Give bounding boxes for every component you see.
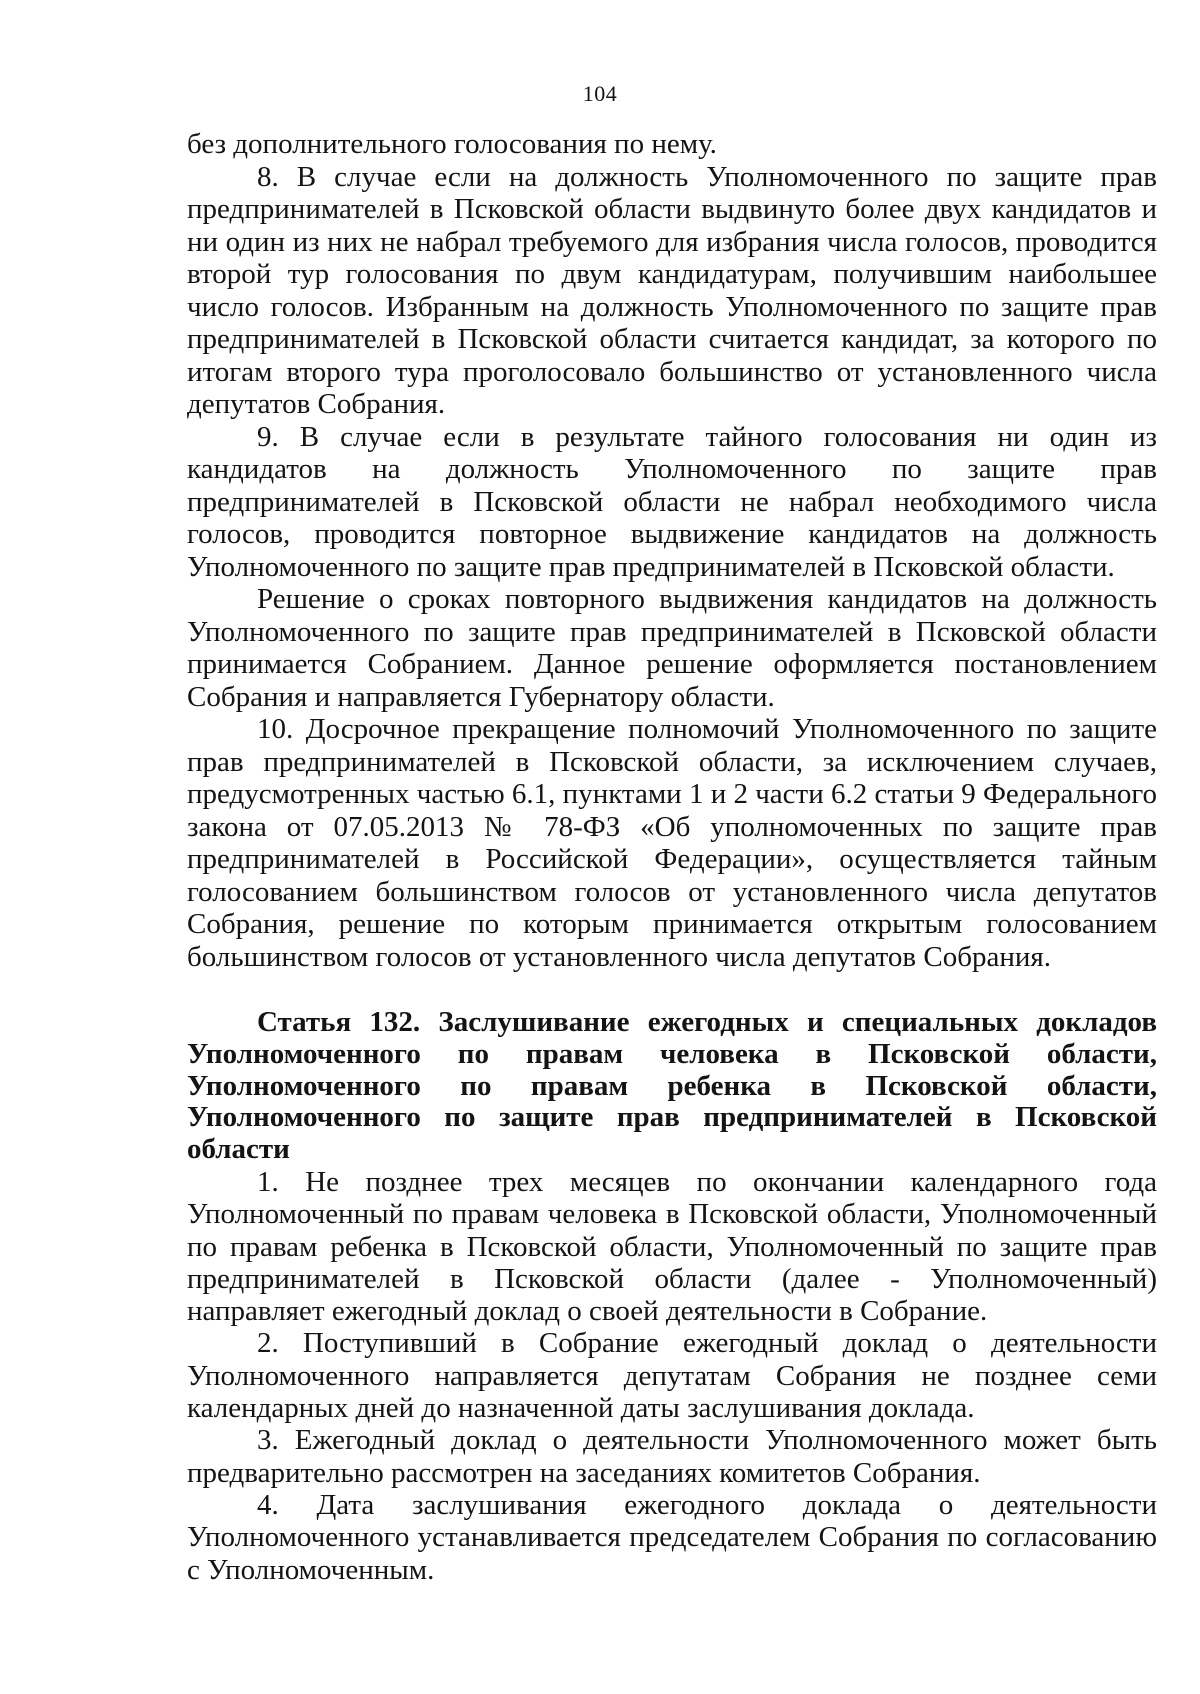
- paragraph-continuation: без дополнительного голосования по нему.: [187, 128, 717, 160]
- article-paragraph-2: 2. Поступивший в Собрание ежегодный доклад о деятельности Уполномоченного направляется депутатам Собрания не позднее семи календарных дней до назначенной даты заслушивания доклада.: [187, 1327, 1157, 1425]
- article-132: [187, 1007, 1157, 1586]
- page-number: 104: [582, 81, 618, 106]
- article-heading: Статья 132. Заслушивание ежегодных и специальных докладов Уполномоченного по правам человека в Псковской области, Уполномоченного по правам ребенка в Псковской области, Уполномоченного по защите прав предпринимателей в Псковской области: [187, 1006, 1157, 1166]
- article-paragraph-1: 1. Не позднее трех месяцев по окончании календарного года Уполномоченный по правам человека в Псковской области, Уполномоченный по правам ребенка в Псковской области, Уполномоченный по защите прав предпринимателей в Псковской области (далее - Уполномоченный) направляет ежегодный доклад о своей деятельности в Собрание.: [187, 1165, 1157, 1328]
- article-paragraph-3: 3. Ежегодный доклад о деятельности Уполномоченного может быть предварительно рассмотрен на заседаниях комитетов Собрания.: [187, 1424, 1157, 1489]
- paragraph-item-9: 9. В случае если в результате тайного голосования ни один из кандидатов на должность Уполномоченного по защите прав предпринимателей в Псковской области не набрал необходимого числа голосов, проводится повторное выдвижение кандидатов на должность Уполномоченного по защите прав предпринимателей в Псковской области.: [187, 420, 1157, 583]
- main-text: [187, 128, 1157, 973]
- paragraph-item-8: 8. В случае если на должность Уполномоченного по защите прав предпринимателей в Псковской области выдвинуто более двух кандидатов и ни один из них не набрал требуемого для избрания числа голосов, проводится второй тур голосования по двум кандидатурам, получившим наибольшее число голосов. Избранным на должность Уполномоченного по защите прав предпринимателей в Псковской области считается кандидат, за которого по итогам второго тура проголосовало большинство от установленного числа депутатов Собрания.: [187, 160, 1157, 420]
- paragraph-item-10: 10. Досрочное прекращение полномочий Уполномоченного по защите прав предпринимателей в Псковской области, за исключением случаев, предусмотренных частью 6.1, пунктами 1 и 2 части 6.2 статьи 9 Федерального закона от 07.05.2013 № 78-ФЗ «Об уполномоченных по защите прав предпринимателей в Российской Федерации», осуществляется тайным голосованием большинством голосов от установленного числа депутатов Собрания, решение по которым принимается открытым голосованием большинством голосов от установленного числа депутатов Собрания.: [187, 713, 1157, 973]
- paragraph-repeat-nomination: Решение о сроках повторного выдвижения кандидатов на должность Уполномоченного по защите прав предпринимателей в Псковской области принимается Собранием. Данное решение оформляется постановлением Собрания и направляется Губернатору области.: [187, 583, 1157, 713]
- article-paragraph-4: 4. Дата заслушивания ежегодного доклада о деятельности Уполномоченного устанавливается председателем Собрания по согласованию с Уполномоченным.: [187, 1488, 1157, 1586]
